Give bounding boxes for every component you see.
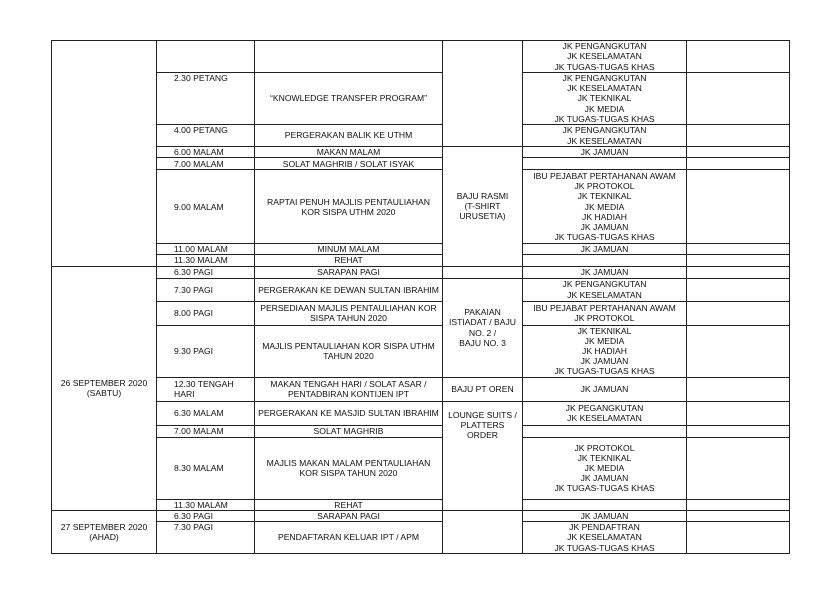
table-row [52, 125, 790, 147]
attire-cell: LOUNGE SUITS / PLATTERS ORDER [443, 401, 523, 510]
committee-cell: JK JAMUAN [523, 147, 687, 158]
committee-cell: JK PEGANGKUTAN JK KESELAMATAN [523, 401, 687, 425]
table-row [52, 377, 790, 401]
activity-cell: SOLAT MAGHRIB [255, 425, 443, 437]
table-row [52, 499, 790, 510]
committee-cell [523, 499, 687, 510]
time-cell: 11.30 MALAM [157, 255, 255, 266]
remarks-cell [687, 266, 790, 278]
remarks-cell [687, 73, 790, 125]
remarks-cell [687, 41, 790, 73]
activity-cell: SARAPAN PAGI [255, 266, 443, 278]
activity-cell: MAJLIS MAKAN MALAM PENTAULIAHAN KOR SISPA TAHUN 2020 [255, 437, 443, 499]
time-cell: 2.30 PETANG [157, 73, 255, 125]
table-row [52, 41, 790, 73]
table-row [52, 244, 790, 255]
committee-cell [523, 255, 687, 266]
committee-cell: JK PENDAFTRAN JK KESELAMATAN JK TUGAS-TUGAS KHAS [523, 522, 687, 554]
committee-cell: JK JAMUAN [523, 266, 687, 278]
remarks-cell [687, 278, 790, 301]
table-row [52, 170, 790, 244]
committee-cell: IBU PEJABAT PERTAHANAN AWAM JK PROTOKOL JK TEKNIKAL JK MEDIA JK HADIAH JK JAMUAN JK TUGAS-TUGAS KHAS [523, 170, 687, 244]
activity-cell: “KNOWLEDGE TRANSFER PROGRAM” [255, 73, 443, 125]
activity-cell [255, 41, 443, 73]
time-cell [157, 41, 255, 73]
committee-cell: JK JAMUAN [523, 377, 687, 401]
committee-cell [523, 158, 687, 170]
remarks-cell [687, 255, 790, 266]
time-cell: 11.00 MALAM [157, 244, 255, 255]
date-cell: 27 SEPTEMBER 2020 (AHAD) [52, 510, 157, 553]
schedule-table [51, 40, 790, 554]
time-cell: 12.30 TENGAH HARI [157, 377, 255, 401]
table-row [52, 325, 790, 377]
table-row [52, 73, 790, 125]
time-cell: 8.00 PAGI [157, 301, 255, 325]
activity-cell: MINUM MALAM [255, 244, 443, 255]
remarks-cell [687, 522, 790, 554]
activity-cell: PERGERAKAN KE DEWAN SULTAN IBRAHIM [255, 278, 443, 301]
table-row [52, 401, 790, 425]
activity-cell: PERGERAKAN BALIK KE UTHM [255, 125, 443, 147]
committee-cell: JK PENGANGKUTAN JK KESELAMATAN JK TUGAS-TUGAS KHAS [523, 41, 687, 73]
remarks-cell [687, 147, 790, 158]
time-cell: 6.30 MALAM [157, 401, 255, 425]
table-row [52, 266, 790, 278]
committee-cell: JK PENGANGKUTAN JK KESELAMATAN [523, 278, 687, 301]
remarks-cell [687, 170, 790, 244]
committee-cell: JK JAMUAN [523, 244, 687, 255]
time-cell: 7.00 MALAM [157, 158, 255, 170]
time-cell: 11.30 MALAM [157, 499, 255, 510]
time-cell: 6.30 PAGI [157, 510, 255, 521]
time-cell: 6.30 PAGI [157, 266, 255, 278]
remarks-cell [687, 425, 790, 437]
attire-cell [443, 510, 523, 553]
table-row [52, 425, 790, 437]
time-cell: 7.30 PAGI [157, 278, 255, 301]
time-cell: 8.30 MALAM [157, 437, 255, 499]
table-row [52, 278, 790, 301]
table-row [52, 147, 790, 158]
activity-cell: MAJLIS PENTAULIAHAN KOR SISPA UTHM TAHUN 2020 [255, 325, 443, 377]
committee-cell: JK JAMUAN [523, 510, 687, 521]
date-cell: 26 SEPTEMBER 2020 (SABTU) [52, 266, 157, 510]
committee-cell: JK TEKNIKAL JK MEDIA JK HADIAH JK JAMUAN JK TUGAS-TUGAS KHAS [523, 325, 687, 377]
time-cell: 9.00 MALAM [157, 170, 255, 244]
activity-cell: SARAPAN PAGI [255, 510, 443, 521]
activity-cell: PERSEDIAAN MAJLIS PENTAULIAHAN KOR SISPA TAHUN 2020 [255, 301, 443, 325]
table-row [52, 522, 790, 554]
time-cell: 4.00 PETANG [157, 125, 255, 147]
attire-cell: BAJU RASMI (T-SHIRT URUSETIA) [443, 147, 523, 267]
committee-cell [523, 425, 687, 437]
table-row [52, 301, 790, 325]
time-cell: 7.00 MALAM [157, 425, 255, 437]
remarks-cell [687, 401, 790, 425]
time-cell: 7.30 PAGI [157, 522, 255, 554]
attire-cell [443, 41, 523, 147]
remarks-cell [687, 301, 790, 325]
committee-cell: JK PENGANGKUTAN JK KESELAMATAN JK TEKNIKAL JK MEDIA JK TUGAS-TUGAS KHAS [523, 73, 687, 125]
activity-cell: PENDAFTARAN KELUAR IPT / APM [255, 522, 443, 554]
remarks-cell [687, 325, 790, 377]
table-row [52, 158, 790, 170]
activity-cell: MAKAN MALAM [255, 147, 443, 158]
remarks-cell [687, 158, 790, 170]
committee-cell: JK PROTOKOL JK TEKNIKAL JK MEDIA JK JAMUAN JK TUGAS-TUGAS KHAS [523, 437, 687, 499]
committee-cell: IBU PEJABAT PERTAHANAN AWAM JK PROTOKOL [523, 301, 687, 325]
committee-cell: JK PENGANGKUTAN JK KESELAMATAN [523, 125, 687, 147]
table-row [52, 255, 790, 266]
activity-cell: RAPTAI PENUH MAJLIS PENTAULIAHAN KOR SISPA UTHM 2020 [255, 170, 443, 244]
remarks-cell [687, 499, 790, 510]
attire-cell [443, 266, 523, 278]
time-cell: 6.00 MALAM [157, 147, 255, 158]
activity-cell: REHAT [255, 499, 443, 510]
date-cell [52, 41, 157, 267]
table-row [52, 510, 790, 521]
remarks-cell [687, 244, 790, 255]
remarks-cell [687, 125, 790, 147]
activity-cell: REHAT [255, 255, 443, 266]
time-cell: 9.30 PAGI [157, 325, 255, 377]
remarks-cell [687, 437, 790, 499]
activity-cell: PERGERAKAN KE MASJID SULTAN IBRAHIM [255, 401, 443, 425]
remarks-cell [687, 377, 790, 401]
remarks-cell [687, 510, 790, 521]
attire-cell: PAKAIAN ISTIADAT / BAJU NO. 2 / BAJU NO. 3 [443, 278, 523, 377]
activity-cell: SOLAT MAGHRIB / SOLAT ISYAK [255, 158, 443, 170]
table-row [52, 437, 790, 499]
attire-cell: BAJU PT OREN [443, 377, 523, 401]
activity-cell: MAKAN TENGAH HARI / SOLAT ASAR / PENTADBIRAN KONTIJEN IPT [255, 377, 443, 401]
